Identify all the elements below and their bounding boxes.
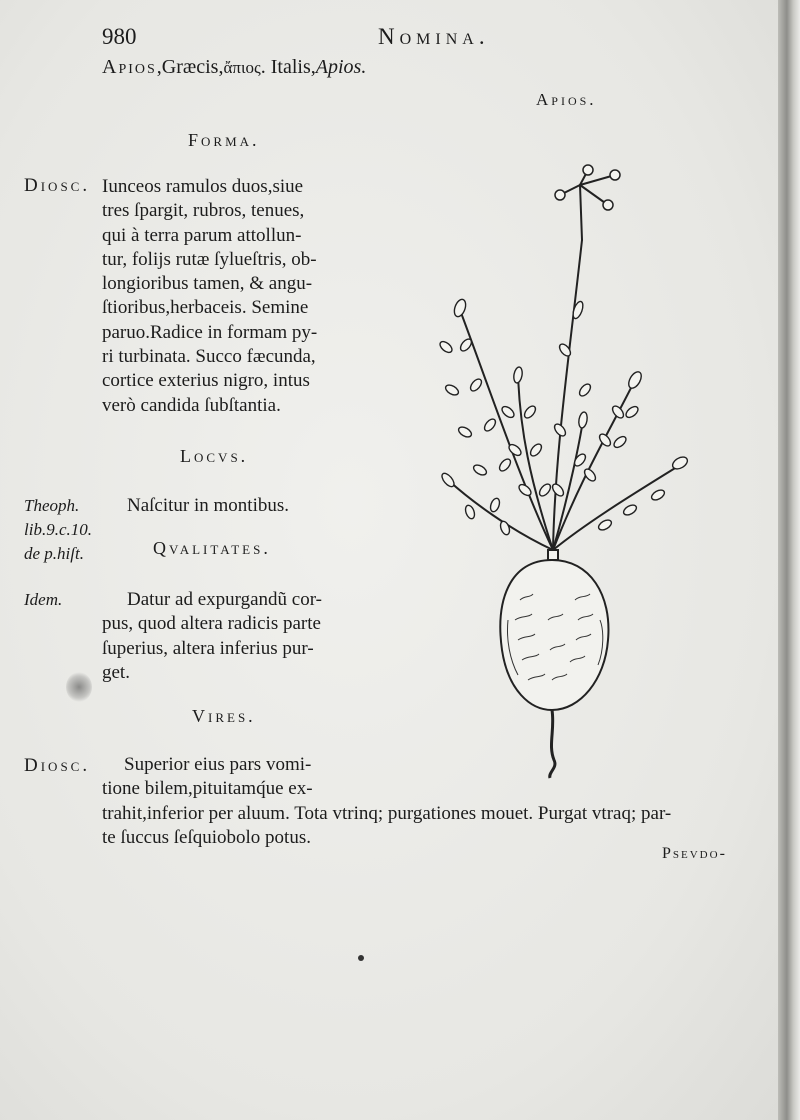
page-gutter: [778, 0, 800, 1120]
text-line: trahit,inferior per aluum. Tota vtrinq; purgationes mouet. Purgat vtraq; par-: [102, 802, 672, 824]
text-line: Naſcitur in montibus.: [127, 495, 290, 516]
text-line: longioribus tamen, & angu-: [102, 273, 313, 295]
text-line: verò candida ſubſtantia.: [102, 394, 281, 416]
heading-forma: Forma.: [188, 130, 260, 150]
page-number: 980: [102, 24, 137, 49]
text-line: qui à terra parum attollun-: [102, 224, 302, 246]
greek-name: ἄπιος: [223, 58, 261, 77]
locus-text: [127, 494, 289, 518]
side-note-historia: de p.hiſt.: [24, 544, 84, 563]
ink-dot: [358, 955, 364, 961]
catchword: Psevdo-: [662, 845, 727, 862]
side-note-vires: Diosc.: [24, 755, 91, 776]
text-line: ſtioribus,herbaceis. Semine: [102, 297, 309, 319]
text-line: Iunceos ramulos duos,siue: [102, 176, 304, 197]
side-note-forma: Diosc.: [24, 175, 91, 196]
text-line: tione bilem,pituitamq́ue ex-: [102, 778, 313, 800]
running-title: Nomina.: [378, 24, 490, 49]
heading-locus: Locvs.: [180, 446, 249, 466]
side-note-idem: Idem.: [24, 590, 63, 609]
text-line: Superior eius pars vomi-: [124, 754, 312, 775]
text-line: paruo.Radice in formam py-: [102, 321, 318, 343]
qualitates-text: [102, 588, 322, 685]
text-line: cortice exterius nigro, intus: [102, 370, 310, 392]
text-line: pus, quod altera radicis parte: [102, 613, 321, 635]
text-line: get.: [102, 661, 130, 683]
forma-text: [102, 175, 317, 418]
text-line: Datur ad expurgandũ cor-: [127, 589, 323, 610]
heading-vires: Vires.: [192, 706, 256, 726]
heading-qualitates: Qvalitates.: [153, 538, 271, 558]
text-line: tres ſpargit, rubros, tenues,: [102, 200, 305, 222]
side-note-book: lib.9.c.10.: [24, 520, 92, 539]
plant-woodcut: [430, 150, 700, 780]
text-line: te ſuccus ſeſquiobolo potus.: [102, 826, 311, 848]
plant-name: Apios: [102, 56, 157, 78]
graecis-text: ,Græcis,: [156, 56, 224, 78]
ink-blot: [66, 672, 92, 702]
side-note-theophrastus: Theoph.: [24, 496, 80, 515]
text-line: tur, folijs rutæ ſylueſtris, ob-: [102, 248, 317, 270]
text-line: ſuperius, altera inferius pur-: [102, 637, 314, 659]
italis-text: . Italis,: [260, 56, 316, 78]
italian-name: Apios.: [315, 56, 367, 78]
text-line: ri turbinata. Succo fæcunda,: [102, 346, 316, 368]
figure-caption: Apios.: [536, 90, 597, 109]
first-line: [102, 56, 366, 79]
